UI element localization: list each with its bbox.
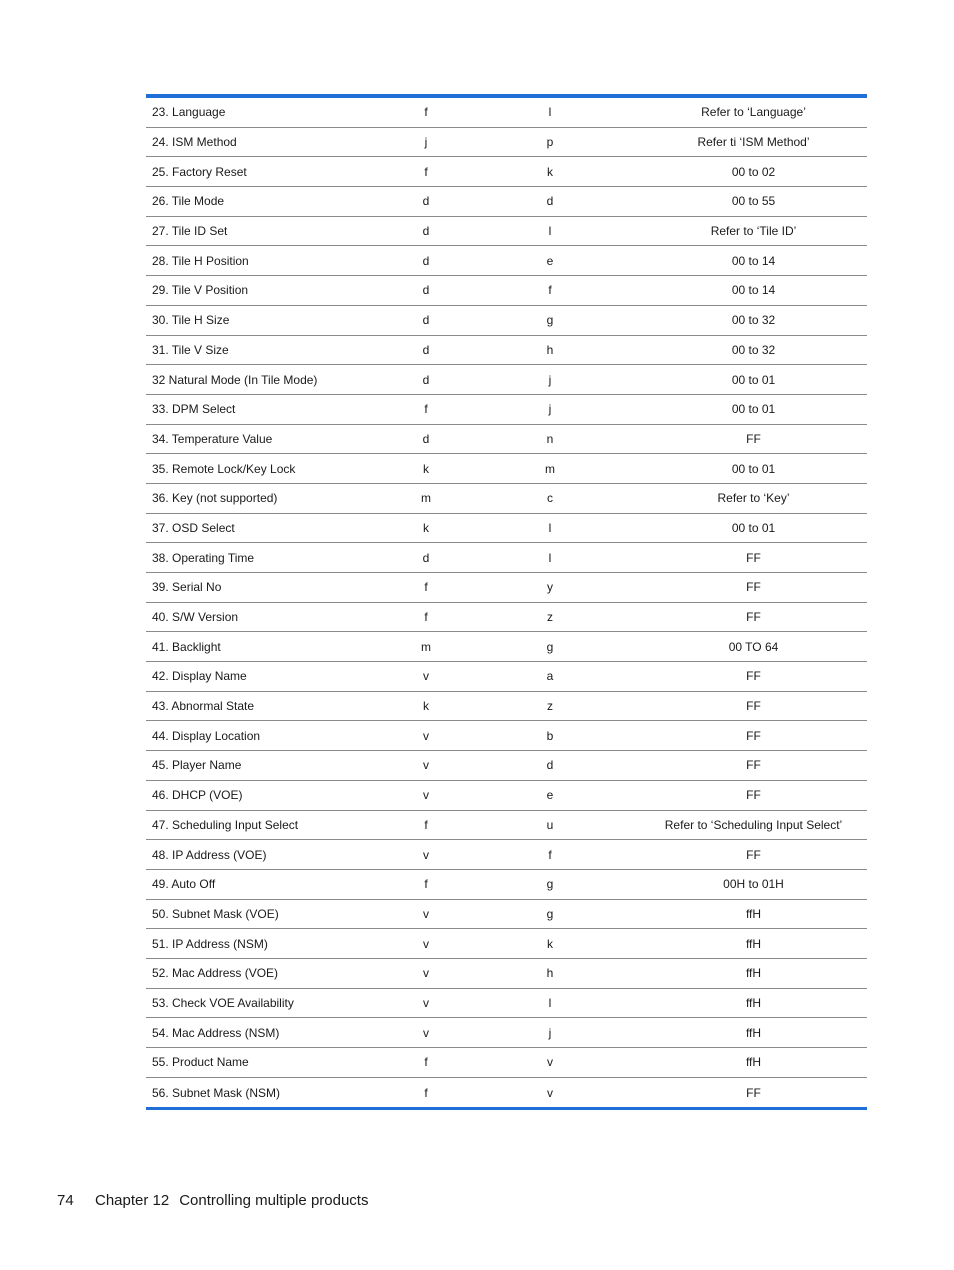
- control-item-cell: 36. Key (not supported): [152, 491, 278, 506]
- command-code-1-cell: v: [423, 847, 429, 862]
- value-range-cell: FF: [746, 728, 761, 743]
- table-row: [146, 336, 867, 366]
- control-item-cell: 52. Mac Address (VOE): [152, 966, 279, 981]
- command-code-2-cell: g: [546, 639, 554, 654]
- command-code-2-cell: g: [546, 877, 554, 892]
- value-range-cell: FF: [746, 580, 761, 595]
- command-code-1-cell: f: [424, 610, 428, 625]
- command-code-1-cell: v: [423, 966, 429, 981]
- table-row: [146, 751, 867, 781]
- table-row: [146, 1048, 867, 1078]
- value-range-cell: 00 to 01: [731, 402, 776, 417]
- command-code-2-cell: e: [546, 788, 554, 803]
- table-row: [146, 603, 867, 633]
- value-range-cell: 00 to 01: [731, 372, 776, 387]
- command-code-2-cell: j: [548, 1025, 552, 1040]
- value-range-cell: Refer to ‘Scheduling Input Select’: [664, 817, 843, 832]
- value-range-cell: ffH: [745, 1055, 762, 1070]
- value-range-cell: 00 to 32: [731, 342, 776, 357]
- command-code-2-cell: n: [546, 431, 554, 446]
- command-code-2-cell: l: [548, 105, 552, 120]
- table-row: [146, 276, 867, 306]
- command-code-2-cell: l: [548, 520, 552, 535]
- value-range-cell: ffH: [745, 906, 762, 921]
- control-item-cell: 26. Tile Mode: [152, 194, 225, 209]
- command-code-2-cell: k: [547, 936, 553, 951]
- command-code-1-cell: m: [421, 491, 431, 506]
- command-code-2-cell: d: [546, 758, 554, 773]
- control-item-cell: 38. Operating Time: [152, 550, 255, 565]
- control-item-cell: 46. DHCP (VOE): [152, 788, 243, 803]
- command-code-2-cell: l: [548, 550, 552, 565]
- control-item-cell: 31. Tile V Size: [152, 342, 229, 357]
- command-code-1-cell: d: [422, 253, 430, 268]
- command-code-1-cell: v: [423, 936, 429, 951]
- command-code-2-cell: f: [548, 283, 552, 298]
- chapter-title: Controlling multiple products: [179, 1192, 369, 1209]
- command-code-2-cell: l: [548, 224, 552, 239]
- table-row: [146, 840, 867, 870]
- table-row: [146, 484, 867, 514]
- command-code-2-cell: m: [545, 461, 555, 476]
- command-code-2-cell: p: [546, 135, 554, 150]
- control-item-cell: 25. Factory Reset: [152, 164, 247, 179]
- page-footer: [57, 1192, 368, 1209]
- control-item-cell: 23. Language: [152, 105, 226, 120]
- command-code-1-cell: v: [423, 788, 429, 803]
- table-row: [146, 1078, 867, 1108]
- control-item-cell: 39. Serial No: [152, 580, 222, 595]
- value-range-cell: Refer to ‘Key’: [717, 491, 790, 506]
- control-item-cell: 37. OSD Select: [152, 520, 235, 535]
- table-row: [146, 781, 867, 811]
- command-code-2-cell: f: [548, 847, 552, 862]
- table-row: [146, 128, 867, 158]
- table-row: [146, 692, 867, 722]
- command-code-2-cell: a: [546, 669, 554, 684]
- value-range-cell: FF: [746, 788, 761, 803]
- value-range-cell: ffH: [745, 966, 762, 981]
- table-row: [146, 573, 867, 603]
- table-row: [146, 157, 867, 187]
- command-code-1-cell: f: [424, 1085, 428, 1100]
- control-item-cell: 40. S/W Version: [152, 610, 239, 625]
- control-item-cell: 44. Display Location: [152, 728, 261, 743]
- value-range-cell: ffH: [745, 995, 762, 1010]
- control-item-cell: 28. Tile H Position: [152, 253, 249, 268]
- command-code-1-cell: v: [423, 1025, 429, 1040]
- control-item-cell: 49. Auto Off: [152, 877, 216, 892]
- value-range-cell: 00 to 32: [731, 313, 776, 328]
- value-range-cell: 00 to 02: [731, 164, 776, 179]
- command-code-2-cell: b: [546, 728, 554, 743]
- control-item-cell: 35. Remote Lock/Key Lock: [152, 461, 296, 476]
- control-item-cell: 30. Tile H Size: [152, 313, 230, 328]
- chapter-label: Chapter 12: [95, 1192, 170, 1209]
- control-item-cell: 33. DPM Select: [152, 402, 236, 417]
- table-row: [146, 929, 867, 959]
- table-row: [146, 662, 867, 692]
- value-range-cell: FF: [746, 550, 761, 565]
- table-row: [146, 959, 867, 989]
- table-row: [146, 721, 867, 751]
- command-code-2-cell: c: [547, 491, 553, 506]
- command-code-1-cell: m: [421, 639, 431, 654]
- table-row: [146, 98, 867, 128]
- table-row: [146, 514, 867, 544]
- control-item-cell: 50. Subnet Mask (VOE): [152, 906, 279, 921]
- value-range-cell: 00H to 01H: [723, 877, 784, 892]
- table-row: [146, 870, 867, 900]
- command-code-2-cell: g: [546, 313, 554, 328]
- command-code-1-cell: f: [424, 580, 428, 595]
- control-item-cell: 29. Tile V Position: [152, 283, 249, 298]
- command-code-1-cell: f: [424, 877, 428, 892]
- control-item-cell: 54. Mac Address (NSM): [152, 1025, 280, 1040]
- table-row: [146, 217, 867, 247]
- table-row: [146, 395, 867, 425]
- value-range-cell: ffH: [745, 1025, 762, 1040]
- command-code-1-cell: v: [423, 995, 429, 1010]
- command-code-1-cell: d: [422, 224, 430, 239]
- command-code-2-cell: h: [546, 342, 554, 357]
- command-table: [146, 94, 867, 1110]
- control-item-cell: 45. Player Name: [152, 758, 242, 773]
- table-row: [146, 306, 867, 336]
- value-range-cell: FF: [746, 610, 761, 625]
- control-item-cell: 47. Scheduling Input Select: [152, 817, 299, 832]
- control-item-cell: 55. Product Name: [152, 1055, 249, 1070]
- command-code-1-cell: f: [424, 164, 428, 179]
- value-range-cell: 00 to 01: [731, 461, 776, 476]
- value-range-cell: FF: [746, 669, 761, 684]
- command-code-1-cell: f: [424, 817, 428, 832]
- command-code-2-cell: j: [548, 402, 552, 417]
- value-range-cell: 00 TO 64: [728, 639, 779, 654]
- command-code-2-cell: z: [547, 699, 553, 714]
- value-range-cell: Refer ti ‘ISM Method’: [697, 135, 810, 150]
- command-code-1-cell: d: [422, 313, 430, 328]
- command-code-1-cell: v: [423, 906, 429, 921]
- table-row: [146, 187, 867, 217]
- command-code-1-cell: v: [423, 758, 429, 773]
- command-code-2-cell: j: [548, 372, 552, 387]
- command-code-2-cell: z: [547, 610, 553, 625]
- value-range-cell: 00 to 55: [731, 194, 776, 209]
- value-range-cell: FF: [746, 758, 761, 773]
- value-range-cell: Refer to ‘Language’: [701, 105, 806, 120]
- control-item-cell: 48. IP Address (VOE): [152, 847, 267, 862]
- command-code-1-cell: d: [422, 431, 430, 446]
- command-code-1-cell: d: [422, 550, 430, 565]
- control-item-cell: 41. Backlight: [152, 639, 221, 654]
- command-code-1-cell: k: [423, 699, 429, 714]
- command-code-1-cell: d: [422, 372, 430, 387]
- control-item-cell: 32 Natural Mode (In Tile Mode): [152, 372, 318, 387]
- command-code-2-cell: h: [546, 966, 554, 981]
- control-item-cell: 53. Check VOE Availability: [152, 995, 294, 1010]
- table-row: [146, 1018, 867, 1048]
- command-code-2-cell: e: [546, 253, 554, 268]
- command-code-1-cell: k: [423, 461, 429, 476]
- command-code-2-cell: g: [546, 906, 554, 921]
- command-code-1-cell: f: [424, 1055, 428, 1070]
- table-row: [146, 365, 867, 395]
- command-code-2-cell: y: [547, 580, 553, 595]
- value-range-cell: FF: [746, 431, 761, 446]
- value-range-cell: FF: [746, 699, 761, 714]
- command-code-2-cell: v: [547, 1055, 553, 1070]
- value-range-cell: FF: [746, 1085, 761, 1100]
- table-row: [146, 425, 867, 455]
- value-range-cell: FF: [746, 847, 761, 862]
- control-item-cell: 24. ISM Method: [152, 135, 237, 150]
- command-code-2-cell: u: [546, 817, 554, 832]
- command-code-2-cell: k: [547, 164, 553, 179]
- command-code-1-cell: v: [423, 669, 429, 684]
- command-code-2-cell: d: [546, 194, 554, 209]
- command-code-1-cell: v: [423, 728, 429, 743]
- table-row: [146, 454, 867, 484]
- command-code-1-cell: d: [422, 194, 430, 209]
- value-range-cell: 00 to 01: [731, 520, 776, 535]
- table-row: [146, 543, 867, 573]
- control-item-cell: 56. Subnet Mask (NSM): [152, 1085, 281, 1100]
- control-item-cell: 34. Temperature Value: [152, 431, 273, 446]
- table-row: [146, 246, 867, 276]
- control-item-cell: 27. Tile ID Set: [152, 224, 228, 239]
- command-code-1-cell: k: [423, 520, 429, 535]
- command-code-1-cell: j: [424, 135, 428, 150]
- command-code-2-cell: l: [548, 995, 552, 1010]
- command-code-1-cell: f: [424, 402, 428, 417]
- value-range-cell: 00 to 14: [731, 283, 776, 298]
- value-range-cell: Refer to ‘Tile ID’: [710, 224, 797, 239]
- page-number: 74: [57, 1192, 74, 1209]
- table-row: [146, 989, 867, 1019]
- control-item-cell: 51. IP Address (NSM): [152, 936, 268, 951]
- control-item-cell: 42. Display Name: [152, 669, 247, 684]
- value-range-cell: ffH: [745, 936, 762, 951]
- command-code-1-cell: f: [424, 105, 428, 120]
- value-range-cell: 00 to 14: [731, 253, 776, 268]
- control-item-cell: 43. Abnormal State: [152, 699, 255, 714]
- command-code-1-cell: d: [422, 342, 430, 357]
- table-row: [146, 900, 867, 930]
- table-row: [146, 811, 867, 841]
- table-row: [146, 632, 867, 662]
- command-code-1-cell: d: [422, 283, 430, 298]
- command-code-2-cell: v: [547, 1085, 553, 1100]
